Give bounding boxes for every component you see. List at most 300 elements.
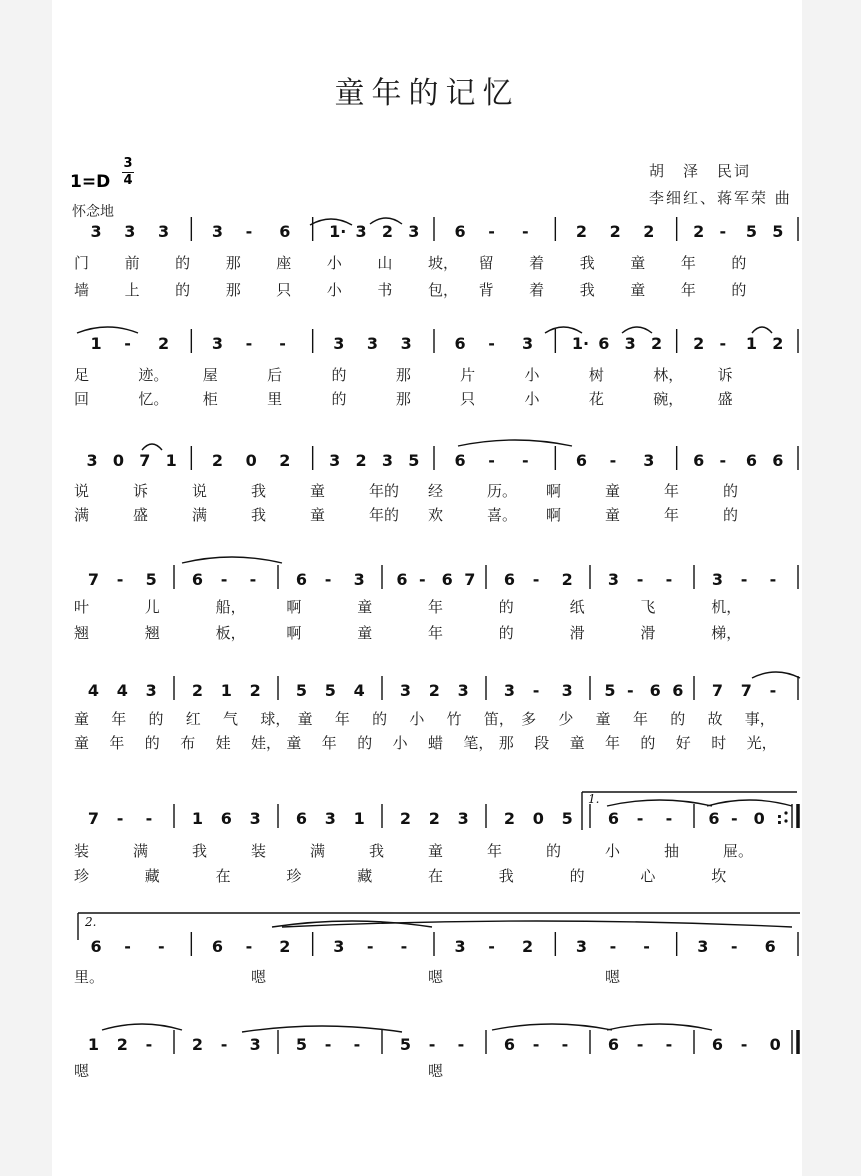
note: 1	[220, 681, 232, 700]
lyric-verse-2: 梯，	[711, 624, 742, 642]
note: 6	[396, 570, 408, 589]
note: 3	[503, 681, 516, 700]
lyric-verse-1: 满	[310, 842, 326, 860]
key-signature: 1=D	[70, 172, 111, 192]
note: 2	[381, 222, 394, 241]
lyric-verse-1: 的	[331, 366, 347, 384]
note: 2	[249, 681, 261, 700]
lyric-verse-2: 年的	[369, 506, 400, 524]
lyric-verse-1: 船，	[215, 598, 246, 616]
lyric-verse-2: 在	[215, 867, 231, 885]
lyric-verse-2: 柜	[202, 390, 218, 408]
lyric-verse-1: 少	[558, 710, 574, 728]
lyric-verse-1: 年	[428, 598, 444, 616]
lyric-verse-1: 年	[664, 482, 680, 500]
lyric-verse-1: 装	[251, 842, 267, 860]
lyric-verse-1: 年	[632, 710, 648, 728]
lyric-verse-1: 嗯	[605, 968, 621, 986]
note: 6	[454, 334, 466, 353]
lyric-verse-1: 机，	[711, 598, 742, 616]
slur	[545, 327, 582, 333]
lyric-verse-2: 喜。	[487, 506, 518, 524]
note: 5	[561, 809, 573, 828]
note: 2	[609, 222, 621, 241]
note: 3	[249, 809, 261, 828]
volta-2-label: 2.	[85, 915, 97, 929]
note: 5	[772, 222, 784, 241]
note: 5	[604, 681, 616, 700]
lyric-verse-2: 童	[605, 506, 621, 524]
note: 6	[672, 681, 684, 700]
lyric-verse-1: 故	[707, 710, 723, 728]
lyric-verse-2: 板，	[215, 624, 246, 642]
lyric-verse-2: 光，	[746, 734, 777, 752]
note: 0	[532, 809, 544, 828]
lyric-verse-1: 童	[605, 482, 621, 500]
lyric-verse-2: 年	[109, 734, 125, 752]
lyric-verse-2: 小	[524, 390, 540, 408]
note: 6	[607, 1035, 620, 1054]
note: 6	[295, 809, 308, 828]
note: 3	[408, 222, 420, 241]
note: -	[532, 681, 540, 700]
lyric-verse-1: 笛，	[483, 710, 514, 728]
lyric-verse-2: 的	[723, 506, 739, 524]
slur	[622, 327, 652, 333]
note: 3	[521, 334, 534, 353]
note: -	[636, 570, 644, 589]
lyric-verse-1: 屉。	[723, 842, 754, 860]
lyric-verse-1: 童	[74, 710, 90, 728]
lyric-verse-2: 坎	[711, 867, 727, 885]
note: 7	[139, 451, 151, 470]
lyric-verse-2: 盛	[717, 390, 733, 408]
lyric-verse-1: 的	[148, 710, 164, 728]
lyric-verse-1: 小	[605, 842, 621, 860]
note: 3	[211, 334, 224, 353]
lyric-verse-1: 说	[74, 482, 90, 500]
lyric-verse-1: 我	[369, 842, 385, 860]
lyric-verse-2: 年	[321, 734, 337, 752]
lyric-verse-1: 抽	[664, 842, 680, 860]
note: 3	[333, 334, 345, 353]
note: 3	[145, 681, 157, 700]
lyric-verse-2: 童	[310, 506, 326, 524]
note: 5	[145, 570, 157, 589]
lyric-verse-2: 小	[392, 734, 408, 752]
note: 1	[353, 809, 365, 828]
lyric-verse-2: 滑	[569, 624, 585, 642]
repeat-dot	[784, 811, 787, 814]
note: 2	[428, 681, 440, 700]
time-top: 3	[123, 156, 133, 171]
note: -	[643, 937, 650, 956]
lyric-verse-2: 年	[664, 506, 680, 524]
note: -	[665, 570, 673, 589]
note: 5	[324, 681, 336, 700]
lyric-verse-1: 儿	[144, 598, 160, 616]
lyric-verse-2: 背	[478, 281, 494, 299]
note: -	[245, 937, 253, 956]
lyric-verse-1: 山	[377, 254, 393, 272]
note: -	[488, 451, 495, 470]
note: 3	[711, 570, 724, 589]
note: 6	[441, 570, 453, 589]
note: -	[245, 334, 253, 353]
lyricist-credit: 胡 泽 民词	[649, 162, 752, 180]
note: -	[324, 1035, 332, 1054]
slur	[458, 440, 572, 446]
note: 3	[457, 681, 469, 700]
slur	[102, 1024, 182, 1030]
note: -	[730, 937, 738, 956]
note: 2	[503, 809, 516, 828]
note: 2	[428, 809, 440, 828]
note: 5	[408, 451, 420, 470]
note: 1	[745, 334, 758, 353]
lyric-verse-2: 小	[326, 281, 342, 299]
lyric-verse-2: 蜡	[428, 734, 444, 752]
volta-1-label: 1.	[588, 792, 600, 806]
note: 7	[464, 570, 476, 589]
note: 6	[503, 1035, 516, 1054]
note: -	[719, 222, 727, 241]
note: 0	[245, 451, 257, 470]
lyric-verse-1: 我	[192, 842, 208, 860]
lyric-verse-2: 娃	[215, 734, 231, 752]
note: 3	[561, 681, 573, 700]
lyric-verse-2: 的	[357, 734, 373, 752]
note: 3	[399, 681, 412, 700]
note: 6	[279, 222, 291, 241]
lyric-verse-2: 啊	[286, 624, 302, 642]
lyric-verse-1: 的	[175, 254, 191, 272]
note: 6	[295, 570, 308, 589]
note: -	[116, 809, 124, 828]
lyric-verse-2: 藏	[144, 867, 160, 885]
note: -	[145, 1035, 153, 1054]
repeat-dot	[784, 819, 787, 822]
lyric-verse-1: 啊	[286, 598, 302, 616]
lyric-verse-2: 滑	[640, 624, 656, 642]
lyric-verse-2: 忆。	[138, 390, 169, 408]
note: -	[220, 1035, 228, 1054]
lyric-verse-1: 童	[357, 598, 373, 616]
lyric-verse-2: 的	[331, 390, 347, 408]
note: -	[124, 937, 131, 956]
lyric-verse-1: 着	[529, 254, 545, 272]
note: -	[769, 570, 777, 589]
lyric-verse-1: 小	[524, 366, 540, 384]
note: -	[400, 937, 408, 956]
lyric-verse-2: 碗，	[653, 390, 684, 408]
note: 2	[279, 937, 291, 956]
note: -	[740, 570, 748, 589]
lyric-verse-2: 只	[460, 390, 476, 408]
lyric-verse-1: 气	[223, 710, 239, 728]
lyric-verse-2: 翘	[144, 624, 160, 642]
lyric-verse-2: 回	[74, 390, 90, 408]
lyric-verse-2: 时	[711, 734, 727, 752]
lyric-verse-1: 后	[267, 366, 283, 384]
note: -	[245, 222, 253, 241]
note: 2	[772, 334, 784, 353]
note: 3	[624, 334, 636, 353]
note: 3	[575, 937, 588, 956]
lyric-verse-2: 那	[225, 281, 241, 299]
note: 5	[295, 681, 308, 700]
lyric-verse-1: 林，	[653, 366, 684, 384]
note: 1	[191, 809, 204, 828]
lyric-verse-1: 足	[74, 366, 90, 384]
lyric-verse-1: 里。	[74, 968, 105, 986]
note: 7	[87, 570, 100, 589]
lyric-verse-2: 着	[529, 281, 545, 299]
note: -	[324, 570, 332, 589]
note: 6	[711, 1035, 724, 1054]
lyric-verse-2: 花	[588, 390, 604, 408]
lyric-verse-1: 那	[225, 254, 241, 272]
lyric-verse-2: 年	[605, 734, 621, 752]
note: 2	[575, 222, 588, 241]
lyric-verse-2: 好	[675, 734, 691, 752]
lyric-verse-2: 藏	[357, 867, 373, 885]
lyric-verse-1: 嗯	[428, 968, 444, 986]
lyric-verse-1: 树	[588, 366, 604, 384]
lyric-verse-1: 座	[276, 254, 292, 272]
lyric-verse-2: 里	[267, 390, 283, 408]
note: 3	[353, 570, 365, 589]
lyric-verse-1: 那	[395, 366, 411, 384]
lyric-verse-1: 迹。	[138, 366, 169, 384]
lyric-verse-1: 我	[579, 254, 595, 272]
lyric-verse-1: 年	[680, 254, 696, 272]
note: 3	[643, 451, 655, 470]
note: 6	[454, 451, 466, 470]
lyric-verse-1: 小	[409, 710, 425, 728]
note: -	[457, 1035, 465, 1054]
note: 2	[650, 334, 663, 353]
time-bottom: 4	[123, 173, 133, 188]
lyric-verse-1: 年	[111, 710, 127, 728]
note: 2	[561, 570, 573, 589]
lyric-verse-1: 球，	[260, 710, 291, 728]
lyric-verse-1: 年的	[369, 482, 400, 500]
lyric-verse-1: 留	[478, 254, 494, 272]
note: 3	[90, 222, 102, 241]
note: 6	[211, 937, 224, 956]
lyric-verse-1: 说	[192, 482, 208, 500]
note: 4	[353, 681, 365, 700]
lyric-verse-1: 的	[670, 710, 686, 728]
note: 0	[769, 1035, 781, 1054]
note: -	[665, 1035, 673, 1054]
note: :	[776, 809, 783, 828]
note: 3	[366, 334, 379, 353]
note: -	[636, 1035, 644, 1054]
slur	[77, 327, 138, 333]
lyric-verse-2: 童	[74, 734, 90, 752]
lyric-verse-1: 事，	[744, 710, 775, 728]
lyric-verse-1: 啊	[546, 482, 562, 500]
lyric-verse-2: 布	[180, 734, 196, 752]
note: -	[116, 570, 124, 589]
lyric-verse-1: 叶	[74, 598, 90, 616]
lyric-verse-2: 娃，	[251, 734, 282, 752]
note: 6	[607, 809, 620, 828]
slur	[282, 921, 792, 927]
note: 1·	[329, 222, 347, 241]
note: -	[740, 1035, 748, 1054]
lyric-verse-2: 包，	[428, 281, 459, 299]
lyric-verse-1: 的	[723, 482, 739, 500]
note: -	[145, 809, 153, 828]
slur	[142, 444, 162, 450]
lyric-verse-1: 纸	[569, 598, 585, 616]
note: 3	[381, 451, 394, 470]
note: 3	[324, 809, 336, 828]
note: 7	[87, 809, 100, 828]
note: 3	[86, 451, 98, 470]
note: -	[561, 1035, 569, 1054]
note: 6	[649, 681, 661, 700]
lyric-verse-2: 心	[640, 867, 656, 885]
lyric-verse-2: 啊	[546, 506, 562, 524]
note: -	[636, 809, 644, 828]
lyric-verse-1: 多	[521, 710, 537, 728]
note: -	[731, 809, 738, 828]
lyric-verse-2: 那	[395, 390, 411, 408]
note: -	[419, 570, 426, 589]
note: -	[627, 681, 634, 700]
lyric-verse-2: 盛	[133, 506, 149, 524]
lyric-verse-1: 童	[428, 842, 444, 860]
lyric-verse-1: 嗯	[428, 1062, 444, 1080]
lyric-verse-1: 诉	[717, 366, 733, 384]
lyric-verse-2: 珍	[286, 867, 302, 885]
lyric-verse-2: 童	[357, 624, 373, 642]
lyric-verse-2: 童	[630, 281, 646, 299]
note: 2	[399, 809, 412, 828]
note: 2	[355, 451, 367, 470]
note: 3	[329, 451, 341, 470]
lyric-verse-2: 的	[175, 281, 191, 299]
note: 6	[454, 222, 466, 241]
note: -	[719, 334, 727, 353]
note: 3	[607, 570, 620, 589]
lyric-verse-1: 满	[133, 842, 149, 860]
note: -	[279, 334, 286, 353]
lyric-verse-1: 年	[487, 842, 503, 860]
lyric-verse-2: 我	[498, 867, 514, 885]
slur	[242, 1026, 402, 1032]
note: -	[353, 1035, 361, 1054]
note: -	[609, 451, 617, 470]
lyric-verse-2: 段	[534, 734, 550, 752]
note: 5	[745, 222, 758, 241]
note: 2	[191, 1035, 204, 1054]
lyric-verse-2: 满	[192, 506, 208, 524]
note: 1	[165, 451, 177, 470]
lyric-verse-2: 上	[124, 281, 140, 299]
note: 6	[708, 809, 720, 828]
lyric-verse-2: 在	[428, 867, 444, 885]
note: 0	[112, 451, 125, 470]
note: -	[488, 937, 495, 956]
note: -	[532, 570, 540, 589]
lyric-verse-1: 童	[310, 482, 326, 500]
slur	[607, 800, 712, 806]
lyric-verse-2: 翘	[74, 624, 90, 642]
lyric-verse-2: 满	[74, 506, 90, 524]
note: 6	[693, 451, 705, 470]
lyric-verse-1: 经	[428, 482, 444, 500]
lyric-verse-1: 童	[595, 710, 611, 728]
lyric-verse-2: 的	[731, 281, 747, 299]
tempo-marking: 怀念地	[72, 204, 114, 220]
note: -	[719, 451, 727, 470]
lyric-verse-2: 的	[569, 867, 585, 885]
note: 7	[711, 681, 724, 700]
note: 3	[454, 937, 466, 956]
note: 3	[157, 222, 170, 241]
note: 4	[87, 681, 100, 700]
lyric-verse-1: 片	[460, 366, 476, 384]
lyric-verse-1: 童	[630, 254, 646, 272]
slur	[182, 557, 282, 563]
note: 6	[598, 334, 610, 353]
lyric-verse-1: 坡，	[428, 254, 459, 272]
lyric-verse-1: 的	[546, 842, 562, 860]
lyric-verse-1: 飞	[640, 598, 656, 616]
note: 2	[191, 681, 204, 700]
note: 6	[220, 809, 232, 828]
note: -	[609, 937, 617, 956]
note: 6	[745, 451, 758, 470]
slur	[752, 672, 800, 678]
lyric-verse-1: 红	[185, 710, 201, 728]
composer-credit: 李细红、蒋军荣 曲	[649, 189, 792, 207]
notation-canvas	[52, 0, 802, 1176]
slur	[492, 1024, 612, 1030]
note: 3	[211, 222, 224, 241]
note: 0	[753, 809, 765, 828]
lyric-verse-2: 那	[498, 734, 514, 752]
lyric-verse-1: 的	[498, 598, 514, 616]
note: 3	[249, 1035, 261, 1054]
note: 6	[503, 570, 516, 589]
lyric-verse-1: 嗯	[74, 1062, 90, 1080]
lyric-verse-1: 嗯	[251, 968, 267, 986]
note: 6	[90, 937, 102, 956]
note: 2	[279, 451, 291, 470]
lyric-verse-1: 装	[74, 842, 90, 860]
lyric-verse-2: 的	[144, 734, 160, 752]
note: 4	[116, 681, 128, 700]
note: -	[428, 1035, 436, 1054]
lyric-verse-2: 珍	[74, 867, 90, 885]
lyric-verse-1: 前	[124, 254, 140, 272]
note: 1·	[571, 334, 590, 353]
lyric-verse-2: 我	[579, 281, 595, 299]
slur	[607, 1024, 712, 1030]
note: -	[532, 1035, 540, 1054]
lyric-verse-1: 屋	[202, 366, 218, 384]
note: 3	[355, 222, 367, 241]
note: -	[521, 222, 529, 241]
note: 2	[116, 1035, 128, 1054]
score-page	[52, 0, 802, 1176]
